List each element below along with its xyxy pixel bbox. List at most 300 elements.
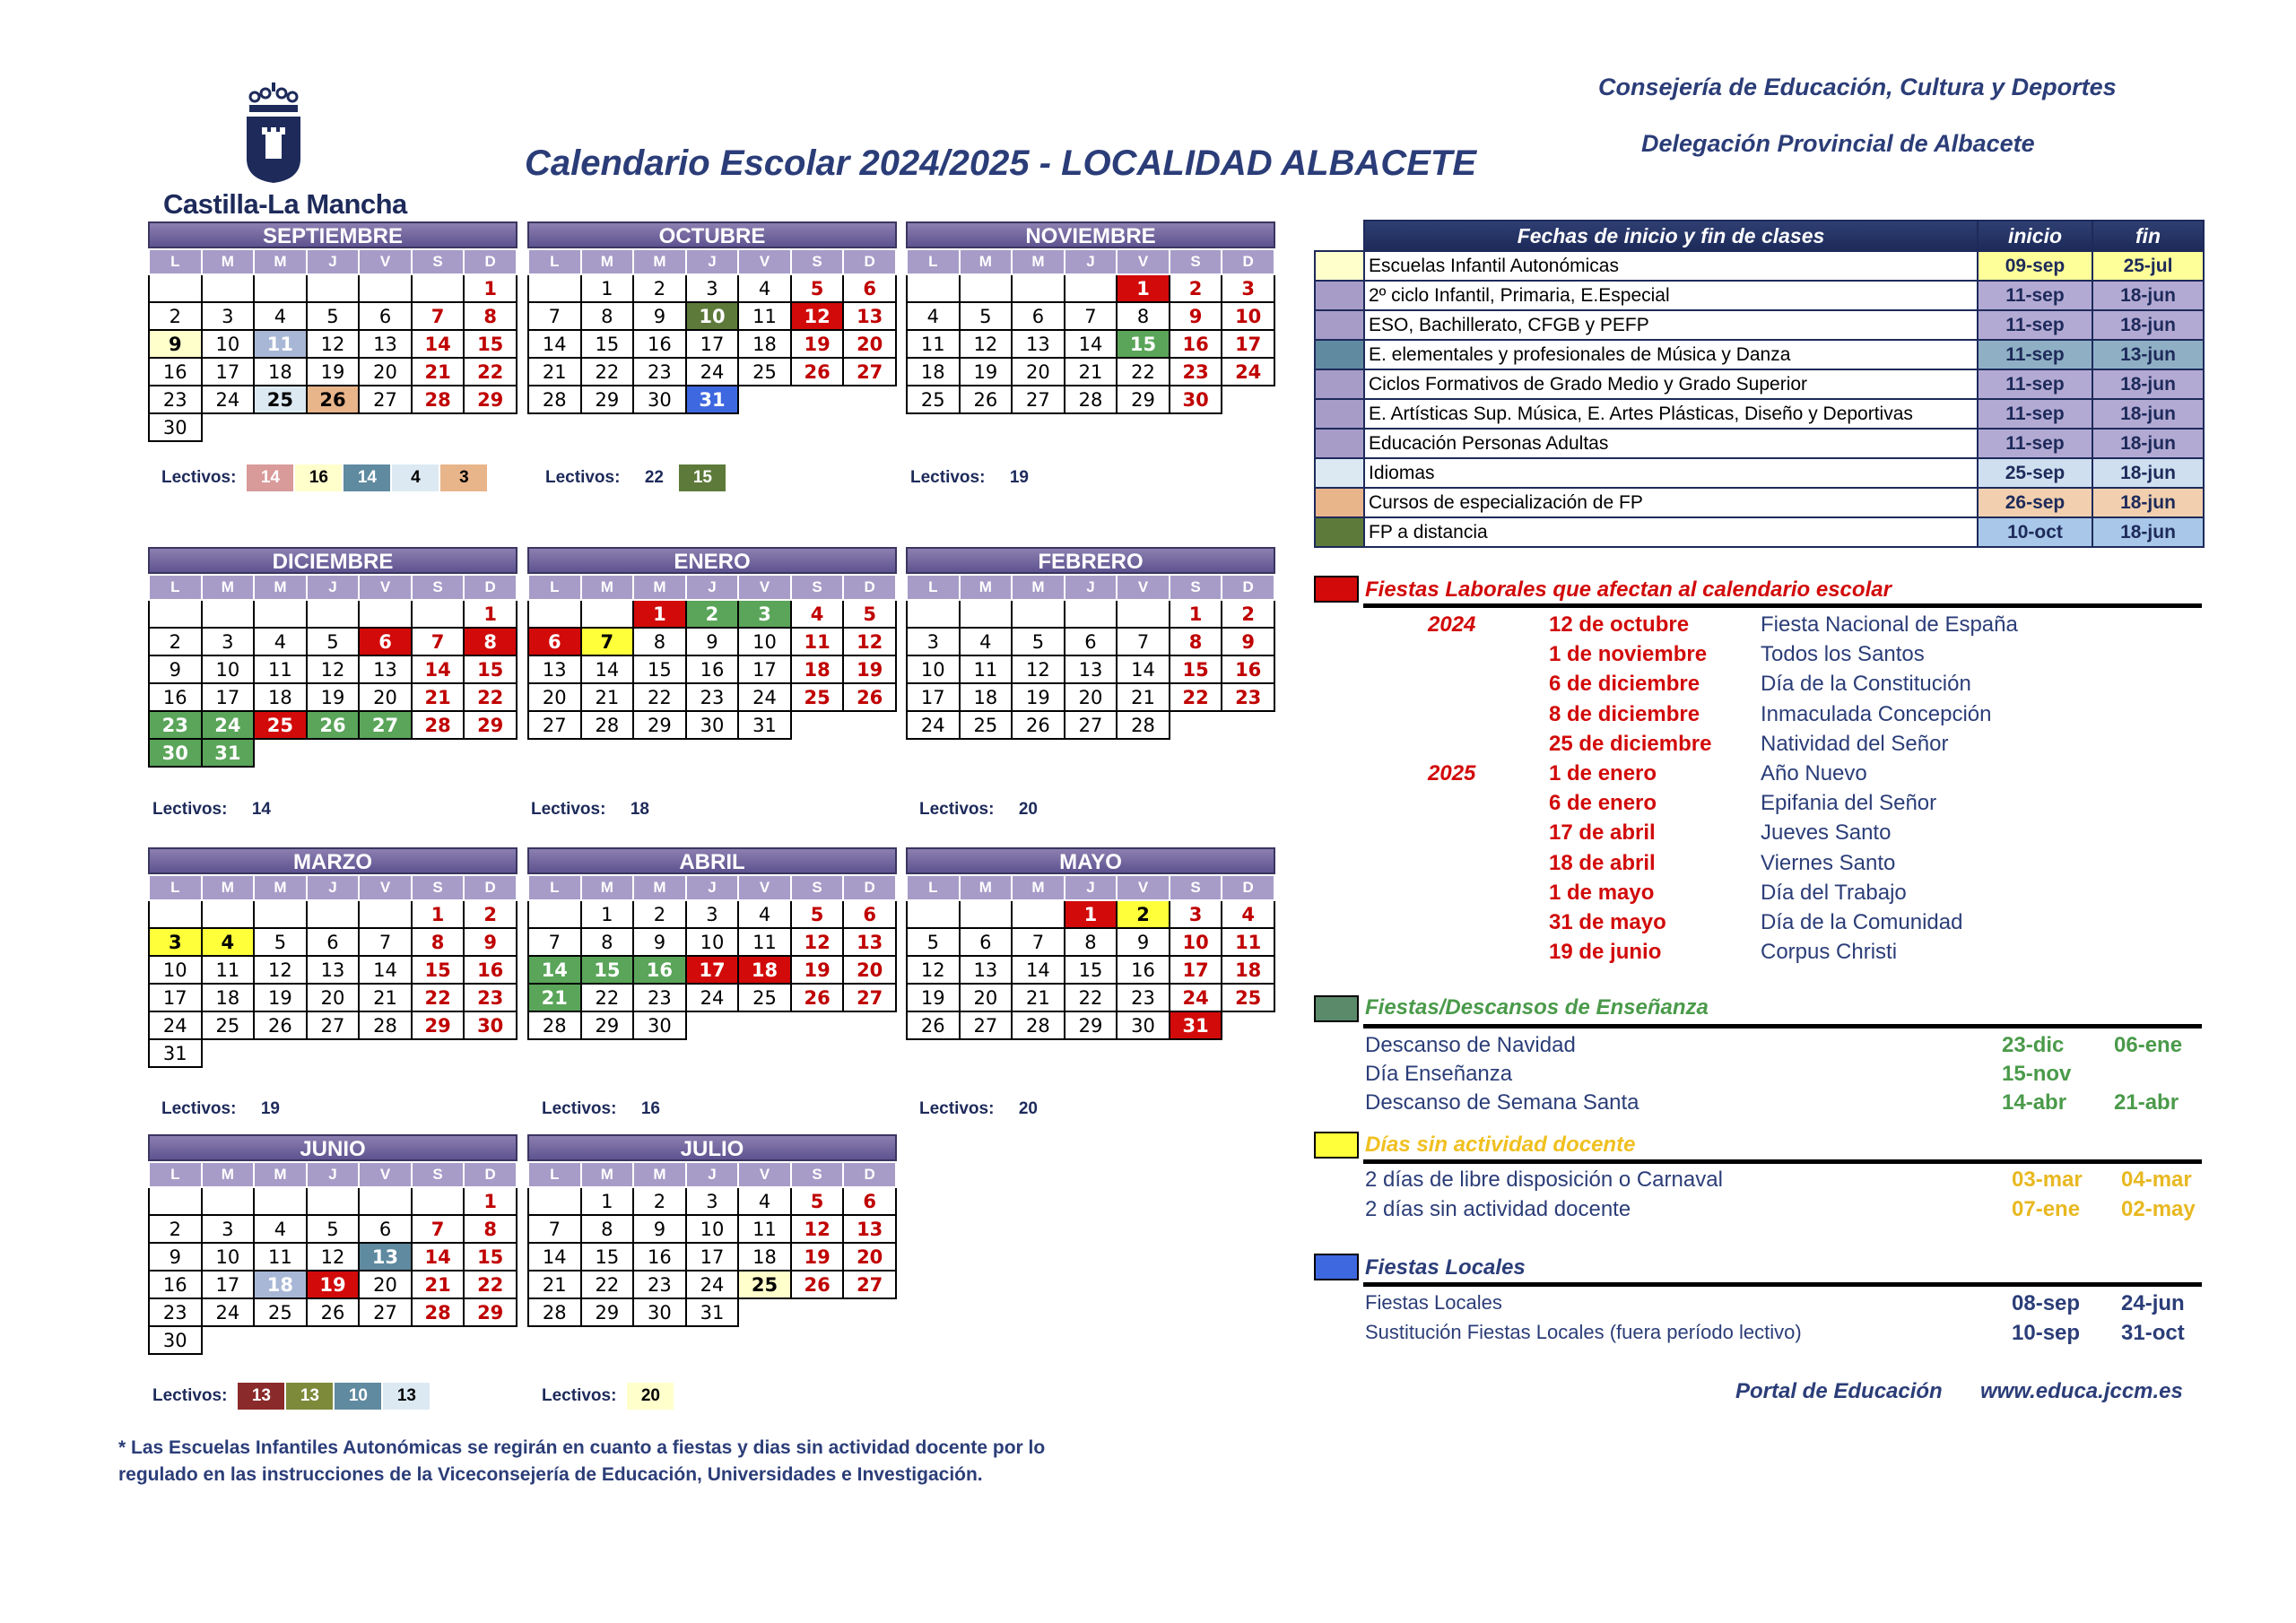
empty-cell bbox=[907, 600, 960, 628]
day-cell: 28 bbox=[359, 1011, 412, 1039]
lectivos-label: Lectivos: bbox=[531, 800, 606, 819]
day-cell: 21 bbox=[1012, 984, 1065, 1011]
day-cell: 8 bbox=[464, 302, 517, 330]
day-cell: 7 bbox=[412, 302, 465, 330]
empty-cell bbox=[528, 600, 581, 628]
month-table bbox=[148, 248, 517, 442]
day-cell: 14 bbox=[1012, 956, 1065, 984]
day-cell: 26 bbox=[307, 386, 360, 413]
empty-cell bbox=[528, 900, 581, 928]
day-cell: 4 bbox=[738, 1187, 791, 1215]
day-cell: 16 bbox=[149, 1271, 202, 1298]
empty-cell bbox=[791, 1298, 844, 1326]
day-cell: 28 bbox=[1012, 1011, 1065, 1039]
day-cell: 5 bbox=[791, 1187, 844, 1215]
day-cell: 24 bbox=[686, 1271, 739, 1298]
portal-url[interactable]: www.educa.jccm.es bbox=[1980, 1379, 2183, 1403]
fechas-row bbox=[1315, 281, 2204, 310]
weekday-header: V bbox=[738, 1162, 791, 1187]
month-title: DICIEMBRE bbox=[148, 547, 517, 574]
month-abril bbox=[527, 847, 897, 1040]
weekday-header: V bbox=[1117, 575, 1170, 600]
weekday-header: M bbox=[581, 249, 634, 274]
delegacion-heading: Delegación Provincial de Albacete bbox=[1641, 130, 2035, 157]
day-cell: 14 bbox=[528, 956, 581, 984]
weekday-header: J bbox=[307, 249, 360, 274]
day-cell: 12 bbox=[307, 1243, 360, 1271]
day-cell: 25 bbox=[254, 1298, 307, 1326]
day-cell: 12 bbox=[960, 330, 1013, 358]
empty-cell bbox=[307, 274, 360, 302]
weekday-header: D bbox=[464, 249, 517, 274]
empty-cell bbox=[149, 900, 202, 928]
empty-cell bbox=[843, 1298, 896, 1326]
weekday-header: L bbox=[907, 575, 960, 600]
day-cell: 21 bbox=[1117, 683, 1170, 711]
empty-cell bbox=[1012, 274, 1065, 302]
month-marzo bbox=[148, 847, 517, 1068]
day-cell: 28 bbox=[528, 386, 581, 413]
day-cell: 22 bbox=[464, 683, 517, 711]
fecha-fin: 18-jun bbox=[2092, 399, 2204, 429]
day-cell: 2 bbox=[1222, 600, 1274, 628]
day-cell: 1 bbox=[581, 274, 634, 302]
weekday-header: M bbox=[254, 1162, 307, 1187]
day-cell: 1 bbox=[1170, 600, 1222, 628]
day-cell: 8 bbox=[1065, 928, 1118, 956]
day-cell: 27 bbox=[359, 711, 412, 739]
day-cell: 10 bbox=[686, 302, 739, 330]
lectivos-row bbox=[542, 1383, 675, 1410]
empty-cell bbox=[464, 413, 517, 441]
day-cell: 14 bbox=[1065, 330, 1118, 358]
day-cell: 12 bbox=[907, 956, 960, 984]
day-cell: 8 bbox=[464, 628, 517, 655]
day-cell: 24 bbox=[202, 386, 255, 413]
weekday-header: J bbox=[307, 875, 360, 900]
day-cell: 11 bbox=[907, 330, 960, 358]
fecha-inicio: 25-sep bbox=[1978, 458, 2092, 488]
day-cell: 4 bbox=[254, 302, 307, 330]
day-cell: 11 bbox=[738, 928, 791, 956]
day-cell: 5 bbox=[960, 302, 1013, 330]
day-cell: 22 bbox=[581, 358, 634, 386]
month-table bbox=[906, 574, 1275, 740]
fechas-row bbox=[1315, 399, 2204, 429]
month-title: MAYO bbox=[906, 847, 1275, 874]
day-cell: 13 bbox=[1065, 655, 1118, 683]
day-cell: 3 bbox=[202, 302, 255, 330]
day-cell: 22 bbox=[1117, 358, 1170, 386]
weekday-header: D bbox=[843, 575, 896, 600]
day-cell: 21 bbox=[1065, 358, 1118, 386]
fechas-label: FP a distancia bbox=[1364, 517, 1978, 547]
day-cell: 15 bbox=[464, 1243, 517, 1271]
month-table bbox=[906, 874, 1275, 1040]
weekday-header: J bbox=[307, 575, 360, 600]
day-cell: 14 bbox=[412, 330, 465, 358]
empty-cell bbox=[254, 739, 307, 767]
day-cell: 27 bbox=[359, 386, 412, 413]
sin-actividad-swatch bbox=[1314, 1132, 1359, 1159]
day-cell: 11 bbox=[960, 655, 1013, 683]
day-cell: 15 bbox=[464, 655, 517, 683]
day-cell: 14 bbox=[528, 330, 581, 358]
day-cell: 30 bbox=[633, 1011, 686, 1039]
lectivos-label: Lectivos: bbox=[545, 468, 621, 487]
day-cell: 3 bbox=[202, 628, 255, 655]
day-cell: 7 bbox=[359, 928, 412, 956]
holiday-date: 19 de junio bbox=[1549, 940, 1662, 965]
weekday-header: J bbox=[307, 1162, 360, 1187]
day-cell: 14 bbox=[581, 655, 634, 683]
day-cell: 17 bbox=[686, 956, 739, 984]
day-cell: 24 bbox=[907, 711, 960, 739]
day-cell: 4 bbox=[738, 274, 791, 302]
legend-swatch bbox=[1315, 488, 1364, 517]
day-cell: 19 bbox=[307, 683, 360, 711]
fechas-row bbox=[1315, 429, 2204, 458]
day-cell: 5 bbox=[907, 928, 960, 956]
lectivos-row bbox=[531, 796, 665, 823]
day-cell: 14 bbox=[412, 1243, 465, 1271]
weekday-header: S bbox=[791, 575, 844, 600]
empty-cell bbox=[738, 386, 791, 413]
day-cell: 2 bbox=[149, 302, 202, 330]
holiday-date: 25 de diciembre bbox=[1549, 731, 1712, 756]
weekday-header: M bbox=[581, 575, 634, 600]
lectivos-count: 18 bbox=[616, 796, 663, 823]
empty-cell bbox=[738, 1011, 791, 1039]
day-cell: 30 bbox=[464, 1011, 517, 1039]
day-cell: 23 bbox=[686, 683, 739, 711]
day-cell: 10 bbox=[149, 956, 202, 984]
day-cell: 2 bbox=[1170, 274, 1222, 302]
holiday-date: 6 de diciembre bbox=[1549, 672, 1700, 697]
day-cell: 6 bbox=[307, 928, 360, 956]
empty-cell bbox=[307, 900, 360, 928]
day-cell: 15 bbox=[464, 330, 517, 358]
fecha-fin: 18-jun bbox=[2092, 429, 2204, 458]
weekday-header: M bbox=[1012, 575, 1065, 600]
empty-cell bbox=[307, 1326, 360, 1354]
day-cell: 11 bbox=[254, 330, 307, 358]
weekday-header: M bbox=[633, 875, 686, 900]
day-cell: 3 bbox=[686, 900, 739, 928]
lectivos-count: 19 bbox=[996, 464, 1042, 491]
day-cell: 25 bbox=[738, 1271, 791, 1298]
day-cell: 25 bbox=[254, 386, 307, 413]
lectivos-label: Lectivos: bbox=[919, 800, 995, 819]
day-cell: 27 bbox=[359, 1298, 412, 1326]
empty-cell bbox=[202, 1039, 255, 1067]
month-noviembre bbox=[906, 221, 1275, 414]
locales-date-end: 24-jun bbox=[2121, 1291, 2185, 1315]
day-cell: 13 bbox=[359, 330, 412, 358]
day-cell: 26 bbox=[307, 711, 360, 739]
empty-cell bbox=[791, 1011, 844, 1039]
empty-cell bbox=[1170, 711, 1222, 739]
day-cell: 11 bbox=[791, 628, 844, 655]
empty-cell bbox=[581, 600, 634, 628]
empty-cell bbox=[254, 1187, 307, 1215]
empty-cell bbox=[202, 600, 255, 628]
empty-cell bbox=[960, 600, 1013, 628]
day-cell: 3 bbox=[907, 628, 960, 655]
day-cell: 18 bbox=[254, 683, 307, 711]
fechas-label: E. Artísticas Sup. Música, E. Artes Plásticas, Diseño y Deportivas bbox=[1364, 399, 1978, 429]
month-febrero bbox=[906, 547, 1275, 740]
empty-cell bbox=[254, 1326, 307, 1354]
empty-cell bbox=[254, 274, 307, 302]
empty-cell bbox=[1012, 600, 1065, 628]
day-cell: 20 bbox=[359, 1271, 412, 1298]
day-cell: 26 bbox=[791, 358, 844, 386]
weekday-header: S bbox=[412, 575, 465, 600]
day-cell: 7 bbox=[581, 628, 634, 655]
empty-cell bbox=[960, 274, 1013, 302]
fecha-inicio: 11-sep bbox=[1978, 281, 2092, 310]
weekday-header: M bbox=[633, 1162, 686, 1187]
empty-cell bbox=[254, 900, 307, 928]
day-cell: 6 bbox=[960, 928, 1013, 956]
day-cell: 18 bbox=[738, 330, 791, 358]
empty-cell bbox=[307, 739, 360, 767]
day-cell: 31 bbox=[686, 386, 739, 413]
day-cell: 6 bbox=[1065, 628, 1118, 655]
day-cell: 25 bbox=[907, 386, 960, 413]
day-cell: 23 bbox=[464, 984, 517, 1011]
weekday-header: M bbox=[960, 575, 1013, 600]
day-cell: 11 bbox=[254, 655, 307, 683]
day-cell: 2 bbox=[464, 900, 517, 928]
empty-cell bbox=[254, 600, 307, 628]
holiday-date: 1 de mayo bbox=[1549, 880, 1655, 905]
month-table bbox=[148, 874, 517, 1068]
day-cell: 22 bbox=[581, 1271, 634, 1298]
empty-cell bbox=[1222, 711, 1274, 739]
day-cell: 29 bbox=[1117, 386, 1170, 413]
day-cell: 15 bbox=[412, 956, 465, 984]
fiestas-laborales-title: Fiestas Laborales que afectan al calendario escolar bbox=[1365, 577, 1892, 602]
weekday-header: V bbox=[359, 575, 412, 600]
day-cell: 23 bbox=[633, 1271, 686, 1298]
empty-cell bbox=[843, 711, 896, 739]
lectivos-count: 19 bbox=[247, 1096, 293, 1123]
day-cell: 23 bbox=[1117, 984, 1170, 1011]
locales-date-start: 10-sep bbox=[2012, 1321, 2081, 1345]
day-cell: 29 bbox=[581, 1011, 634, 1039]
day-cell: 13 bbox=[528, 655, 581, 683]
day-cell: 8 bbox=[581, 302, 634, 330]
day-cell: 25 bbox=[960, 711, 1013, 739]
month-title: MARZO bbox=[148, 847, 517, 874]
sin_actividad-date-start: 03-mar bbox=[2012, 1167, 2083, 1192]
empty-cell bbox=[307, 1039, 360, 1067]
day-cell: 29 bbox=[412, 1011, 465, 1039]
empty-cell bbox=[412, 274, 465, 302]
day-cell: 16 bbox=[149, 683, 202, 711]
empty-cell bbox=[202, 900, 255, 928]
day-cell: 28 bbox=[412, 386, 465, 413]
weekday-header: D bbox=[1222, 575, 1274, 600]
empty-cell bbox=[202, 274, 255, 302]
empty-cell bbox=[528, 1187, 581, 1215]
month-table bbox=[527, 874, 897, 1040]
day-cell: 16 bbox=[1222, 655, 1274, 683]
holiday-date: 6 de enero bbox=[1549, 791, 1657, 816]
day-cell: 16 bbox=[464, 956, 517, 984]
empty-cell bbox=[359, 739, 412, 767]
day-cell: 14 bbox=[1117, 655, 1170, 683]
weekday-header: D bbox=[843, 875, 896, 900]
day-cell: 15 bbox=[1117, 330, 1170, 358]
day-cell: 26 bbox=[791, 1271, 844, 1298]
holiday-name: Jueves Santo bbox=[1761, 820, 1892, 846]
ensenanza-date-start: 15-nov bbox=[2002, 1062, 2072, 1086]
divider bbox=[1363, 1024, 2202, 1028]
empty-cell bbox=[960, 900, 1013, 928]
day-cell: 28 bbox=[412, 711, 465, 739]
weekday-header: L bbox=[907, 249, 960, 274]
weekday-header: M bbox=[633, 249, 686, 274]
day-cell: 7 bbox=[1117, 628, 1170, 655]
day-cell: 21 bbox=[359, 984, 412, 1011]
sin_actividad-date-start: 07-ene bbox=[2012, 1197, 2081, 1221]
lectivos-count: 13 bbox=[238, 1383, 284, 1410]
lectivos-row bbox=[919, 1096, 1053, 1123]
day-cell: 4 bbox=[738, 900, 791, 928]
day-cell: 8 bbox=[581, 1215, 634, 1243]
empty-cell bbox=[1065, 274, 1118, 302]
day-cell: 17 bbox=[907, 683, 960, 711]
empty-cell bbox=[1012, 900, 1065, 928]
empty-cell bbox=[791, 386, 844, 413]
day-cell: 9 bbox=[1117, 928, 1170, 956]
fecha-fin: 18-jun bbox=[2092, 517, 2204, 547]
portal-label: Portal de Educación bbox=[1735, 1379, 1943, 1403]
day-cell: 26 bbox=[307, 1298, 360, 1326]
month-title: FEBRERO bbox=[906, 547, 1275, 574]
day-cell: 17 bbox=[202, 683, 255, 711]
holiday-date: 18 de abril bbox=[1549, 850, 1656, 875]
empty-cell bbox=[359, 1326, 412, 1354]
day-cell: 14 bbox=[528, 1243, 581, 1271]
day-cell: 10 bbox=[738, 628, 791, 655]
weekday-header: J bbox=[1065, 575, 1118, 600]
day-cell: 6 bbox=[359, 302, 412, 330]
day-cell: 25 bbox=[738, 984, 791, 1011]
day-cell: 3 bbox=[738, 600, 791, 628]
day-cell: 7 bbox=[1065, 302, 1118, 330]
lectivos-count: 16 bbox=[295, 464, 342, 491]
legend-swatch bbox=[1315, 399, 1364, 429]
day-cell: 8 bbox=[412, 928, 465, 956]
holiday-date: 1 de noviembre bbox=[1549, 642, 1708, 667]
day-cell: 16 bbox=[633, 330, 686, 358]
month-enero bbox=[527, 547, 897, 740]
day-cell: 26 bbox=[1012, 711, 1065, 739]
day-cell: 25 bbox=[738, 358, 791, 386]
sin_actividad-date-end: 02-may bbox=[2121, 1197, 2196, 1221]
day-cell: 19 bbox=[254, 984, 307, 1011]
day-cell: 1 bbox=[633, 600, 686, 628]
empty-cell bbox=[1065, 600, 1118, 628]
holiday-name: Año Nuevo bbox=[1761, 761, 1867, 785]
day-cell: 17 bbox=[1222, 330, 1274, 358]
empty-cell bbox=[464, 1326, 517, 1354]
month-title: JUNIO bbox=[148, 1134, 517, 1161]
day-cell: 19 bbox=[307, 1271, 360, 1298]
locales-swatch bbox=[1314, 1254, 1359, 1280]
day-cell: 24 bbox=[686, 358, 739, 386]
day-cell: 13 bbox=[843, 1215, 896, 1243]
weekday-header: D bbox=[464, 575, 517, 600]
fechas-label: Cursos de especialización de FP bbox=[1364, 488, 1978, 517]
day-cell: 27 bbox=[843, 358, 896, 386]
day-cell: 9 bbox=[1222, 628, 1274, 655]
lectivos-label: Lectivos: bbox=[161, 468, 237, 487]
lectivos-label: Lectivos: bbox=[542, 1386, 617, 1405]
month-octubre bbox=[527, 221, 897, 414]
day-cell: 9 bbox=[633, 928, 686, 956]
day-cell: 27 bbox=[528, 711, 581, 739]
day-cell: 18 bbox=[791, 655, 844, 683]
holiday-year: 2025 bbox=[1428, 761, 1476, 785]
day-cell: 10 bbox=[686, 928, 739, 956]
day-cell: 7 bbox=[528, 302, 581, 330]
day-cell: 21 bbox=[412, 1271, 465, 1298]
day-cell: 25 bbox=[254, 711, 307, 739]
day-cell: 23 bbox=[1170, 358, 1222, 386]
weekday-header: L bbox=[528, 875, 581, 900]
lectivos-row bbox=[152, 796, 286, 823]
weekday-header: J bbox=[686, 1162, 739, 1187]
day-cell: 13 bbox=[843, 302, 896, 330]
empty-cell bbox=[149, 600, 202, 628]
empty-cell bbox=[359, 600, 412, 628]
sin_actividad-label: 2 días de libre disposición o Carnaval bbox=[1365, 1167, 1723, 1192]
fecha-inicio: 11-sep bbox=[1978, 369, 2092, 399]
weekday-header: M bbox=[581, 1162, 634, 1187]
day-cell: 5 bbox=[1012, 628, 1065, 655]
page-title: Calendario Escolar 2024/2025 - LOCALIDAD ALBACETE bbox=[525, 143, 1477, 183]
locales-date-start: 08-sep bbox=[2012, 1291, 2081, 1315]
divider bbox=[1363, 603, 2202, 608]
day-cell: 12 bbox=[307, 330, 360, 358]
fechas-label: Ciclos Formativos de Grado Medio y Grado Superior bbox=[1364, 369, 1978, 399]
weekday-header: S bbox=[412, 249, 465, 274]
day-cell: 10 bbox=[907, 655, 960, 683]
month-title: ENERO bbox=[527, 547, 897, 574]
holiday-name: Inmaculada Concepción bbox=[1761, 701, 1992, 726]
month-title: JULIO bbox=[527, 1134, 897, 1161]
day-cell: 17 bbox=[686, 1243, 739, 1271]
empty-cell bbox=[359, 1187, 412, 1215]
fecha-fin: 18-jun bbox=[2092, 281, 2204, 310]
day-cell: 28 bbox=[581, 711, 634, 739]
day-cell: 22 bbox=[464, 358, 517, 386]
castilla-la-mancha-logo-icon bbox=[242, 82, 305, 190]
empty-cell bbox=[307, 1187, 360, 1215]
fecha-fin: 18-jun bbox=[2092, 369, 2204, 399]
day-cell: 27 bbox=[960, 1011, 1013, 1039]
day-cell: 30 bbox=[686, 711, 739, 739]
empty-cell bbox=[843, 1011, 896, 1039]
day-cell: 15 bbox=[581, 330, 634, 358]
day-cell: 9 bbox=[633, 1215, 686, 1243]
day-cell: 2 bbox=[686, 600, 739, 628]
